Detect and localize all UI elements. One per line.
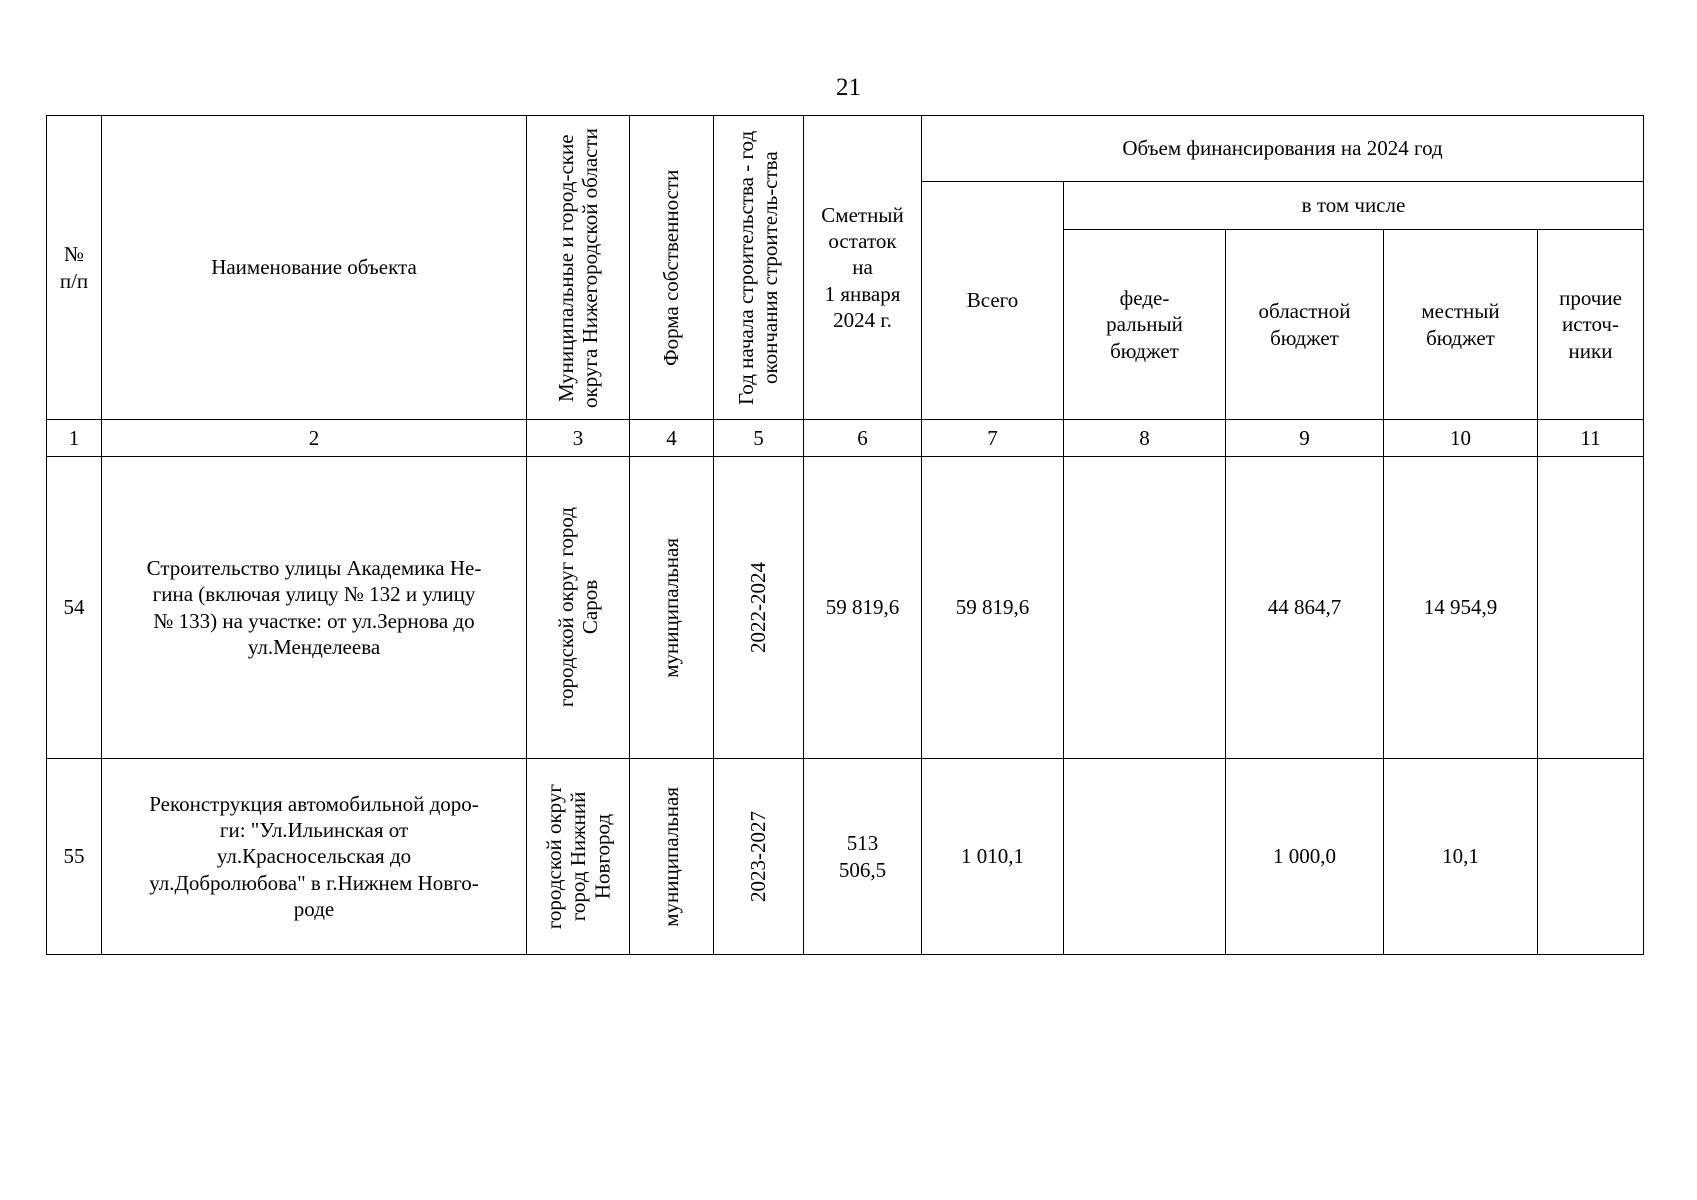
funding-other [1538, 759, 1644, 955]
header-ownership [630, 116, 714, 420]
header-district-text: Муниципальные и город-ские округа Нижегородской области [553, 127, 602, 408]
funding-total: 59 819,6 [922, 457, 1064, 759]
header-object-name: Наименование объекта [102, 116, 527, 420]
row-number: 55 [47, 759, 102, 955]
header-years [714, 116, 804, 420]
header-total: Всего [922, 182, 1064, 420]
funding-total: 1 010,1 [922, 759, 1064, 955]
header-years-text: Год начала строительства - год окончания строитель-ства [734, 130, 783, 405]
header-district [527, 116, 630, 420]
column-number: 1 [47, 420, 102, 457]
column-number: 7 [922, 420, 1064, 457]
header-federal-budget: феде- ральный бюджет [1064, 230, 1226, 420]
column-number: 5 [714, 420, 804, 457]
column-number: 3 [527, 420, 630, 457]
column-number: 9 [1226, 420, 1384, 457]
estimated-balance: 513 506,5 [804, 759, 922, 955]
funding-federal [1064, 457, 1226, 759]
financing-table [46, 115, 1644, 955]
ownership: муниципальная [630, 457, 714, 759]
column-number: 4 [630, 420, 714, 457]
column-number: 11 [1538, 420, 1644, 457]
row-number: 54 [47, 457, 102, 759]
header-local-budget: местный бюджет [1384, 230, 1538, 420]
ownership: муниципальная [630, 759, 714, 955]
funding-federal [1064, 759, 1226, 955]
estimated-balance: 59 819,6 [804, 457, 922, 759]
funding-local: 14 954,9 [1384, 457, 1538, 759]
table-row [47, 457, 1644, 759]
header-estimated-balance: Сметный остаток на 1 января 2024 г. [804, 116, 922, 420]
header-ownership-text: Форма собственности [659, 169, 684, 366]
object-name: Реконструкция автомобильной доро- ги: "Ул.Ильинская от ул.Красносельская до ул.Добролюбова" в г.Нижнем Новго- роде [102, 759, 527, 955]
district: городской округ город Нижний Новгород [527, 759, 630, 955]
table-row [47, 759, 1644, 955]
column-number: 10 [1384, 420, 1538, 457]
construction-years: 2023-2027 [714, 759, 804, 955]
header-funding-group: Объем финансирования на 2024 год [922, 116, 1644, 182]
column-number: 6 [804, 420, 922, 457]
header-regional-budget: областной бюджет [1226, 230, 1384, 420]
object-name: Строительство улицы Академика Не- гина (включая улицу № 132 и улицу № 133) на участке: от ул.Зернова до ул.Менделеева [102, 457, 527, 759]
header-other-sources: прочие источ- ники [1538, 230, 1644, 420]
funding-local: 10,1 [1384, 759, 1538, 955]
column-number: 8 [1064, 420, 1226, 457]
header-row-number: № п/п [47, 116, 102, 420]
header-including: в том числе [1064, 182, 1644, 230]
funding-regional: 1 000,0 [1226, 759, 1384, 955]
construction-years: 2022-2024 [714, 457, 804, 759]
district: городской округ город Саров [527, 457, 630, 759]
funding-regional: 44 864,7 [1226, 457, 1384, 759]
funding-other [1538, 457, 1644, 759]
column-number-row [47, 420, 1644, 457]
column-number: 2 [102, 420, 527, 457]
page-number: 21 [836, 74, 861, 101]
